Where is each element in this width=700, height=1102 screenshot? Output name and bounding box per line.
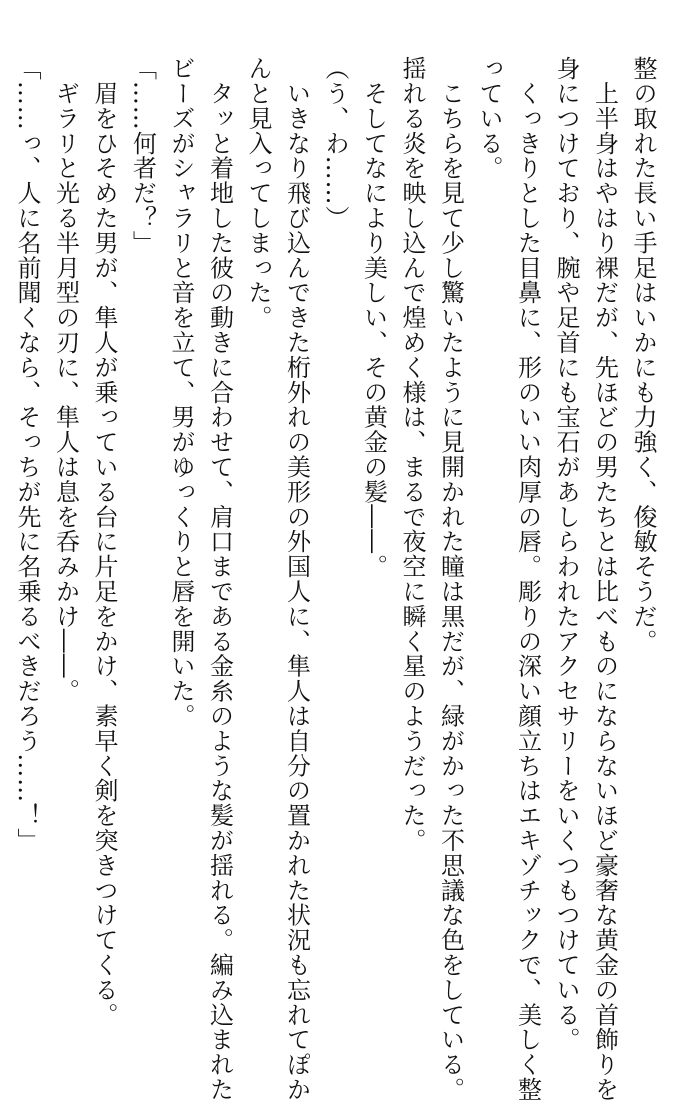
text-line: っている。 — [475, 56, 503, 181]
text-line: くっきりとした目鼻に、形のいい肉厚の唇。彫りの深い顔立ちはエキゾチックで、美しく整 — [513, 56, 542, 1102]
text-line: 上半身はやはり裸だが、先ほどの男たちとは比べものにならないほど豪奢な黄金の首飾りを — [590, 56, 619, 1102]
novel-text-column — [13, 56, 662, 1102]
text-line: ギラリと光る半月型の刃に、隼人は息を呑みかけ――。 — [51, 56, 80, 704]
text-line: 眉をひそめた男が、隼人が乗っている台に片足をかけ、素早く剣を突きつけてくる。 — [90, 56, 118, 1028]
text-line: 「……何者だ？」 — [128, 56, 157, 256]
text-line: タッと着地した彼の動きに合わせて、肩口まである金糸のような髪が揺れる。編み込まれた — [205, 56, 234, 1102]
text-line: （う、わ……） — [321, 56, 349, 231]
text-line: こちらを見て少し驚いたように見開かれた瞳は黒だが、緑がかった不思議な色をしている。 — [436, 56, 465, 1102]
text-line: 身につけており、腕や足首にも宝石があしらわれたアクセサリーをいくつもつけている。 — [552, 56, 580, 1052]
text-line: いきなり飛び込んできた桁外れの美形の外国人に、隼人は自分の置かれた状況も忘れてぽか — [282, 56, 311, 1102]
text-line: んと見入ってしまった。 — [244, 56, 272, 330]
text-line: 整の取れた長い手足はいかにも力強く、俊敏そうだ。 — [629, 56, 657, 654]
text-line: 揺れる炎を映し込んで煌めく様は、まるで夜空に瞬く星のようだった。 — [398, 56, 426, 853]
text-line: 「……っ、人に名前聞くなら、そっちが先に名乗るべきだろう……！」 — [13, 56, 41, 853]
text-line: ビーズがシャラリと音を立て、男がゆっくりと唇を開いた。 — [167, 56, 195, 729]
text-line: そしてなにより美しい、その黄金の髪――。 — [359, 56, 388, 579]
